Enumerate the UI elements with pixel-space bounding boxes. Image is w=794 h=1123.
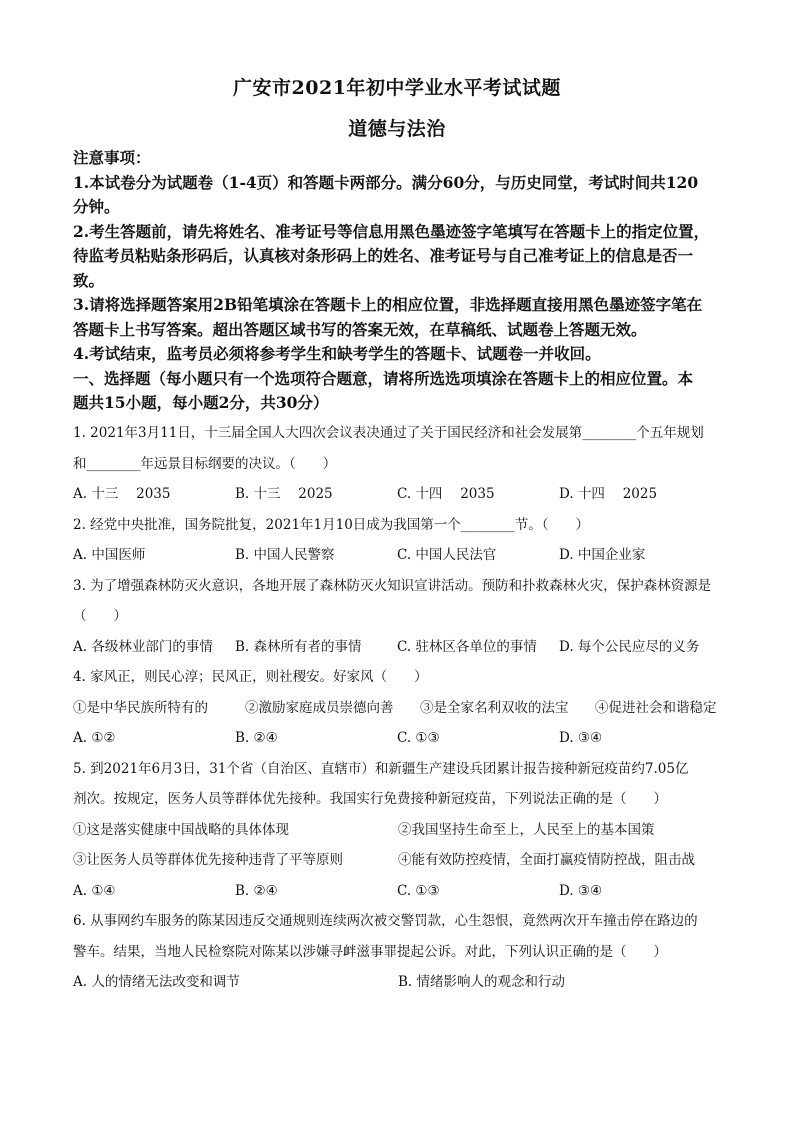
instruction-line: 2.考生答题前，请先将姓名、准考证号等信息用黑色墨迹签字笔填写在答题卡上的指定位置， bbox=[73, 221, 710, 241]
questions bbox=[73, 418, 723, 998]
option-d: D. 十四 2025 bbox=[559, 486, 658, 502]
statement-item: ③是全家名利双收的法宝 bbox=[420, 699, 569, 716]
option-d: D. ③④ bbox=[559, 730, 603, 746]
option-b: B. 中国人民警察 bbox=[235, 547, 335, 563]
statement-item: ②激励家庭成员崇德向善 bbox=[245, 699, 394, 716]
answer-options bbox=[73, 540, 723, 571]
statement-item: ②我国坚持生命至上，人民至上的基本国策 bbox=[398, 821, 655, 838]
instruction-line: 致。 bbox=[73, 270, 105, 290]
option-b: B. ②④ bbox=[235, 882, 278, 899]
statement-item: ③让医务人员等群体优先接种违背了平等原则 bbox=[73, 852, 343, 868]
answer-options bbox=[73, 876, 723, 907]
option-b: B. 森林所有者的事情 bbox=[235, 638, 362, 655]
option-a: A. 各级林业部门的事情 bbox=[73, 638, 213, 655]
answer-options bbox=[73, 632, 723, 663]
option-d: D. 中国企业家 bbox=[559, 547, 646, 563]
question-6 bbox=[73, 906, 723, 998]
instruction-line: 3.请将选择题答案用2B铅笔填涂在答题卡上的相应位置，非选择题直接用黑色墨迹签字笔在 bbox=[73, 295, 703, 314]
statement-item: ④促进社会和谐稳定 bbox=[595, 699, 717, 716]
answer-options bbox=[73, 967, 723, 998]
question-text: 5. 到2021年6月3日，31个省（自治区、直辖市）和新疆生产建设兵团累计报告接种新冠疫苗约7.05亿 bbox=[73, 760, 689, 777]
option-c: C. 驻林区各单位的事情 bbox=[397, 638, 537, 655]
question-1 bbox=[73, 418, 723, 510]
question-text: 剂次。按规定，医务人员等群体优先接种。我国实行免费接种新冠疫苗，下列说法正确的是（ ） bbox=[73, 791, 667, 807]
option-d: D. ③④ bbox=[559, 882, 603, 899]
instruction-line: 分钟。 bbox=[73, 197, 120, 216]
option-a: A. ①④ bbox=[73, 882, 116, 899]
option-b: B. ②④ bbox=[235, 730, 278, 746]
question-5 bbox=[73, 754, 723, 907]
answer-options bbox=[73, 479, 723, 510]
question-text: 警车。结果，当地人民检察院对陈某以涉嫌寻衅滋事罪提起公诉。对此，下列认识正确的是（ ） bbox=[73, 943, 667, 960]
option-b: B. 情绪影响人的观念和行动 bbox=[398, 974, 566, 990]
section-heading: 题共15小题，每小题2分，共30分） bbox=[73, 393, 329, 412]
option-d: D. 每个公民应尽的义务 bbox=[559, 638, 700, 655]
question-text: （ ） bbox=[73, 608, 127, 624]
instruction-line: 答题卡上书写答案。超出答题区域书写的答案无效，在草稿纸、试题卷上答题无效。 bbox=[73, 319, 647, 339]
option-c: C. ①③ bbox=[397, 730, 440, 746]
section-heading: 一、选择题（每小题只有一个选项符合题意，请将所选选项填涂在答题卡上的相应位置。本 bbox=[73, 368, 694, 388]
answer-options bbox=[73, 723, 723, 754]
statement-items bbox=[73, 815, 723, 846]
question-text: 2. 经党中央批准，国务院批复，2021年1月10日成为我国第一个________节。（ ） bbox=[73, 516, 590, 533]
question-3 bbox=[73, 571, 723, 663]
statement-item: ④能有效防控疫情，全面打赢疫情防控战，阻击战 bbox=[398, 852, 695, 868]
question-4 bbox=[73, 662, 723, 754]
option-a: A. 中国医师 bbox=[73, 547, 146, 563]
instruction-line: 1.本试卷分为试题卷（1-4页）和答题卡两部分。满分60分，与历史同堂，考试时间共120 bbox=[73, 172, 699, 192]
exam-title: 广安市2021年初中学业水平考试试题 bbox=[233, 77, 561, 99]
question-text: 和________年远景目标纲要的决议。（ ） bbox=[73, 455, 337, 472]
exam-subject: 道德与法治 bbox=[348, 118, 446, 140]
question-2 bbox=[73, 510, 723, 571]
statement-item: ①是中华民族所特有的 bbox=[73, 699, 208, 716]
option-c: C. 中国人民法官 bbox=[397, 547, 497, 563]
question-text: 6. 从事网约车服务的陈某因违反交通规则连续两次被交警罚款，心生怨恨，竟然两次开车撞击停在路边的 bbox=[73, 913, 698, 929]
instruction-line: 4.考试结束，监考员必须将参考学生和缺考学生的答题卡、试题卷一并收回。 bbox=[73, 344, 601, 363]
instructions bbox=[73, 146, 723, 416]
option-c: C. ①③ bbox=[397, 882, 440, 899]
option-c: C. 十四 2035 bbox=[397, 486, 495, 502]
instructions-heading: 注意事项： bbox=[73, 148, 151, 167]
question-text: 3. 为了增强森林防灭火意识，各地开展了森林防灭火知识宣讲活动。预防和扑救森林火灾，保护森林资源是 bbox=[73, 577, 712, 594]
question-text: 4. 家风正，则民心淳；民风正，则社稷安。好家风（ ） bbox=[73, 669, 428, 685]
statement-items bbox=[73, 845, 723, 876]
instruction-line: 待监考员粘贴条形码后，认真核对条形码上的姓名、准考证号与自己准考证上的信息是否一 bbox=[73, 246, 694, 265]
statement-items bbox=[73, 693, 723, 724]
statement-item: ①这是落实健康中国战略的具体体现 bbox=[73, 821, 289, 838]
option-b: B. 十三 2025 bbox=[235, 486, 333, 502]
option-a: A. 人的情绪无法改变和调节 bbox=[73, 974, 240, 990]
option-a: A. 十三 2035 bbox=[73, 486, 171, 502]
question-text: 1. 2021年3月11日，十三届全国人大四次会议表决通过了关于国民经济和社会发展第________个五年规划 bbox=[73, 425, 704, 441]
option-a: A. ①② bbox=[73, 730, 116, 746]
